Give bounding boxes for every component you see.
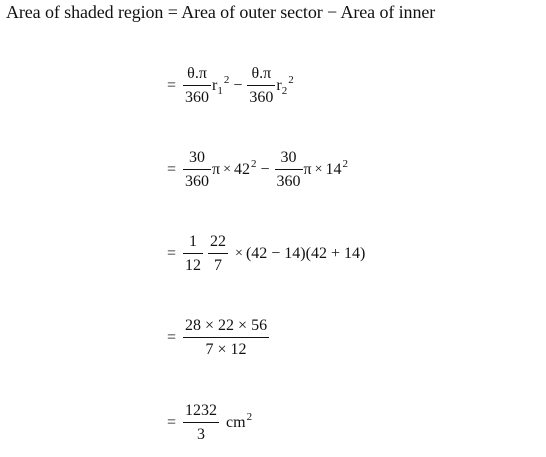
radius-subscript: 1 [217, 85, 223, 97]
unit-label [226, 411, 253, 432]
fraction-30-over-360 [183, 150, 211, 190]
headline-text: Area of shaded region = Area of outer sector − Area of inner [6, 2, 436, 22]
fraction-30-over-360 [275, 150, 303, 190]
fraction-22-over-7 [208, 234, 228, 274]
power-exponent: 2 [251, 158, 257, 170]
fraction-theta-pi-over-360 [247, 66, 275, 106]
radius-exponent: 2 [288, 74, 294, 86]
equals-sign: = [167, 161, 177, 178]
fraction-numerator: 1 [189, 233, 198, 250]
fraction-denominator: 12 [185, 257, 202, 274]
radius-symbol: r [212, 77, 218, 94]
radius-symbol: r [276, 77, 282, 94]
fraction-denominator: 360 [185, 89, 210, 106]
equation-step-3 [167, 234, 365, 274]
fraction-denominator: 360 [249, 89, 274, 106]
equals-sign: = [167, 77, 177, 94]
fraction-denominator: 7 [214, 257, 223, 274]
fraction-numerator: 30 [189, 149, 206, 166]
times-sign: × [314, 162, 323, 177]
equation-step-2 [167, 150, 348, 190]
fraction-denominator: 360 [276, 173, 301, 190]
fraction-denominator: 360 [185, 173, 210, 190]
fraction-denominator: 7 × 12 [205, 341, 247, 358]
unit-text: cm [226, 414, 246, 431]
unit-exponent: 2 [246, 411, 253, 423]
fraction-numerator: 28 × 22 × 56 [185, 317, 268, 334]
pi-symbol: π [303, 161, 312, 178]
equation-step-5 [167, 403, 252, 443]
fraction-theta-pi-over-360 [183, 66, 211, 106]
fraction-numerator: 22 [210, 233, 227, 250]
fraction-numerator: θ.π [187, 65, 207, 82]
minus-sign: − [233, 77, 243, 94]
radius-r1 [212, 74, 230, 97]
equals-sign: = [167, 245, 177, 262]
power-term [234, 158, 257, 179]
fraction-product [183, 318, 269, 358]
power-term [325, 158, 349, 179]
fraction-result [183, 403, 219, 443]
power-exponent: 2 [342, 158, 349, 170]
times-sign: × [235, 246, 243, 261]
equals-sign: = [167, 329, 177, 346]
power-base: 14 [325, 161, 342, 178]
fraction-numerator: 1232 [185, 402, 218, 419]
power-base: 42 [234, 161, 251, 178]
times-sign: × [223, 162, 232, 177]
pi-symbol: π [212, 161, 221, 178]
minus-sign: − [260, 161, 270, 178]
radius-exponent: 2 [223, 74, 230, 86]
equals-sign: = [167, 414, 177, 431]
equation-step-1 [167, 66, 294, 106]
product-expression: (42 − 14)(42 + 14) [245, 245, 366, 262]
radius-subscript: 2 [281, 85, 288, 97]
fraction-denominator: 3 [197, 426, 206, 443]
equation-step-4 [167, 318, 270, 358]
fraction-numerator: θ.π [251, 65, 272, 82]
fraction-1-over-12 [183, 234, 203, 274]
fraction-numerator: 30 [280, 149, 297, 166]
radius-r2 [276, 74, 294, 97]
